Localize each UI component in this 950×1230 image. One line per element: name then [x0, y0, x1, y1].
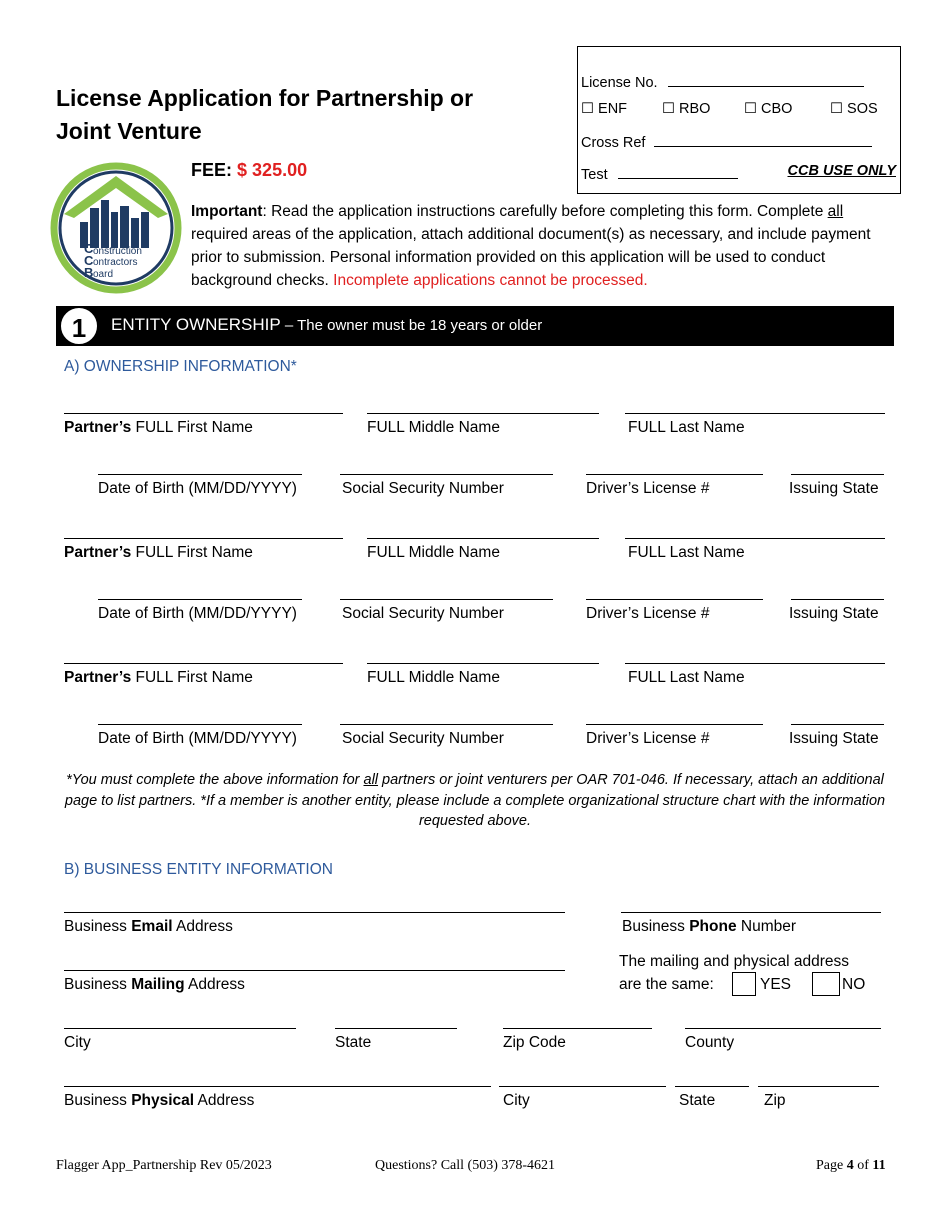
partner-1-first-name-field[interactable]	[64, 413, 343, 414]
mailing-city-label: City	[64, 1034, 91, 1051]
business-physical-label: Business Physical Address	[64, 1092, 255, 1109]
ownership-heading: A) OWNERSHIP INFORMATION*	[64, 358, 297, 375]
ccb-use-only-box	[577, 46, 901, 194]
partner-1-dl-field[interactable]	[586, 474, 763, 475]
ccb-logo	[50, 162, 182, 294]
fee	[191, 160, 307, 181]
physical-city-field[interactable]	[499, 1086, 666, 1087]
test-label: Test	[581, 167, 608, 183]
mailing-zip-field[interactable]	[503, 1028, 652, 1029]
enf-checkbox[interactable]: ☐ ENF	[581, 101, 628, 117]
partner-3-first-name-field[interactable]	[64, 663, 343, 664]
partner-1-ssn-field[interactable]	[340, 474, 553, 475]
cross-ref-label: Cross Ref	[581, 135, 646, 151]
partner-2-issuing-state-label: Issuing State	[789, 605, 879, 622]
important-text-2: required areas of the application, attach additional document(s) as necessary, and include payment prior to submission. Personal information provided on this application will be used to conduct background checks.	[191, 226, 871, 289]
title-line-1: License Application for Partnership or	[56, 85, 474, 111]
business-email-label: Business Email Address	[64, 918, 233, 935]
same-address-question-2: are the same:	[619, 976, 714, 993]
business-heading: B) BUSINESS ENTITY INFORMATION	[64, 861, 333, 878]
important-all: all	[827, 203, 844, 220]
section-1-header	[56, 306, 894, 346]
business-email-field[interactable]	[64, 912, 565, 913]
ccb-use-only-label: CCB USE ONLY	[787, 163, 896, 179]
logo-letter-c2: C	[84, 253, 94, 268]
business-phone-label: Business Phone Number	[622, 918, 797, 935]
same-address-no-checkbox[interactable]	[812, 972, 840, 996]
partner-3-last-name-field[interactable]	[625, 663, 885, 664]
section-subtitle: – The owner must be 18 years or older	[280, 317, 543, 334]
partner-3-issuing-state-field[interactable]	[791, 724, 884, 725]
partner-2-dob-field[interactable]	[98, 599, 302, 600]
license-no-field[interactable]	[668, 72, 864, 87]
same-address-no-label: NO	[842, 976, 866, 993]
logo-word-contractors: ontractors	[93, 257, 138, 268]
mailing-state-field[interactable]	[335, 1028, 457, 1029]
test-field[interactable]	[618, 164, 738, 179]
partner-1-ssn-label: Social Security Number	[342, 480, 504, 497]
partner-2-ssn-label: Social Security Number	[342, 605, 504, 622]
partner-3-dl-label: Driver’s License #	[586, 730, 710, 747]
partner-1-dob-field[interactable]	[98, 474, 302, 475]
section-title	[111, 315, 542, 335]
physical-zip-label: Zip	[764, 1092, 786, 1109]
mailing-county-field[interactable]	[685, 1028, 881, 1029]
section-title-text: ENTITY OWNERSHIP	[111, 315, 281, 334]
partner-2-dl-field[interactable]	[586, 599, 763, 600]
partner-1-middle-name-field[interactable]	[367, 413, 599, 414]
footer-page-number: Page 4 of 11	[816, 1158, 886, 1173]
partner-2-issuing-state-field[interactable]	[791, 599, 884, 600]
fee-amount: $ 325.00	[237, 160, 308, 180]
partner-3-issuing-state-label: Issuing State	[789, 730, 879, 747]
partner-2-middle-name-label: FULL Middle Name	[367, 544, 500, 561]
partner-3-dob-field[interactable]	[98, 724, 302, 725]
partner-2-dob-label: Date of Birth (MM/DD/YYYY)	[98, 605, 297, 622]
logo-letter-c1: C	[84, 241, 94, 256]
partner-2-first-name-field[interactable]	[64, 538, 343, 539]
footer-form-id: Flagger App_Partnership Rev 05/2023	[56, 1158, 272, 1173]
section-number: 1	[59, 306, 99, 346]
logo-letter-b: B	[84, 265, 94, 280]
partner-1-dl-label: Driver’s License #	[586, 480, 710, 497]
partner-3-dob-label: Date of Birth (MM/DD/YYYY)	[98, 730, 297, 747]
same-address-yes-checkbox[interactable]	[732, 972, 756, 996]
business-mailing-field[interactable]	[64, 970, 565, 971]
mailing-state-label: State	[335, 1034, 372, 1051]
partner-3-ssn-field[interactable]	[340, 724, 553, 725]
partner-1-last-name-field[interactable]	[625, 413, 885, 414]
partner-2-last-name-field[interactable]	[625, 538, 885, 539]
footer-questions: Questions? Call (503) 378-4621	[375, 1158, 556, 1173]
same-address-yes-label: YES	[760, 976, 792, 993]
partner-1-last-name-label: FULL Last Name	[628, 419, 745, 436]
cbo-checkbox[interactable]: ☐ CBO	[744, 101, 793, 117]
important-instructions	[191, 200, 896, 292]
rbo-checkbox[interactable]: ☐ RBO	[662, 101, 711, 117]
fee-label: FEE:	[191, 160, 233, 180]
partner-3-middle-name-label: FULL Middle Name	[367, 669, 500, 686]
cross-ref-field[interactable]	[654, 132, 872, 147]
important-bold: Important	[191, 203, 263, 220]
partner-1-issuing-state-field[interactable]	[791, 474, 884, 475]
partner-3-middle-name-field[interactable]	[367, 663, 599, 664]
logo-word-construction: onstruction	[93, 246, 142, 257]
important-text-1: : Read the application instructions carefully before completing this form. Complete	[262, 203, 828, 220]
partner-3-ssn-label: Social Security Number	[342, 730, 504, 747]
physical-zip-field[interactable]	[758, 1086, 879, 1087]
mailing-county-label: County	[685, 1034, 735, 1051]
business-mailing-label: Business Mailing Address	[64, 976, 245, 993]
partner-2-middle-name-field[interactable]	[367, 538, 599, 539]
important-warning: Incomplete applications cannot be processed.	[333, 272, 648, 289]
same-address-question: The mailing and physical address	[619, 953, 850, 970]
physical-city-label: City	[503, 1092, 530, 1109]
partner-3-last-name-label: FULL Last Name	[628, 669, 745, 686]
mailing-zip-label: Zip Code	[503, 1034, 566, 1051]
partner-2-last-name-label: FULL Last Name	[628, 544, 745, 561]
license-no-label: License No.	[581, 75, 658, 91]
title-line-2: Joint Venture	[56, 118, 202, 144]
mailing-city-field[interactable]	[64, 1028, 296, 1029]
partner-1-middle-name-label: FULL Middle Name	[367, 419, 500, 436]
business-physical-field[interactable]	[64, 1086, 491, 1087]
partner-1-issuing-state-label: Issuing State	[789, 480, 879, 497]
partner-1-dob-label: Date of Birth (MM/DD/YYYY)	[98, 480, 297, 497]
physical-state-field[interactable]	[675, 1086, 749, 1087]
ownership-note: *You must complete the above information for all partners or joint venturers per OAR 701-046. If necessary, attach an additional page to list partners. *If a member is another entity, please include a complete organizational structure chart with the information requested above.	[64, 772, 886, 829]
partner-1-first-name-label: Partner’s FULL First Name	[64, 419, 253, 436]
partner-3-dl-field[interactable]	[586, 724, 763, 725]
page-title	[56, 82, 473, 148]
logo-word-board: oard	[93, 269, 114, 280]
partner-3-first-name-label: Partner’s FULL First Name	[64, 669, 253, 686]
business-phone-field[interactable]	[621, 912, 881, 913]
partner-2-dl-label: Driver’s License #	[586, 605, 710, 622]
sos-checkbox[interactable]: ☐ SOS	[830, 101, 878, 117]
partner-2-first-name-label: Partner’s FULL First Name	[64, 544, 253, 561]
physical-state-label: State	[679, 1092, 716, 1109]
partner-2-ssn-field[interactable]	[340, 599, 553, 600]
